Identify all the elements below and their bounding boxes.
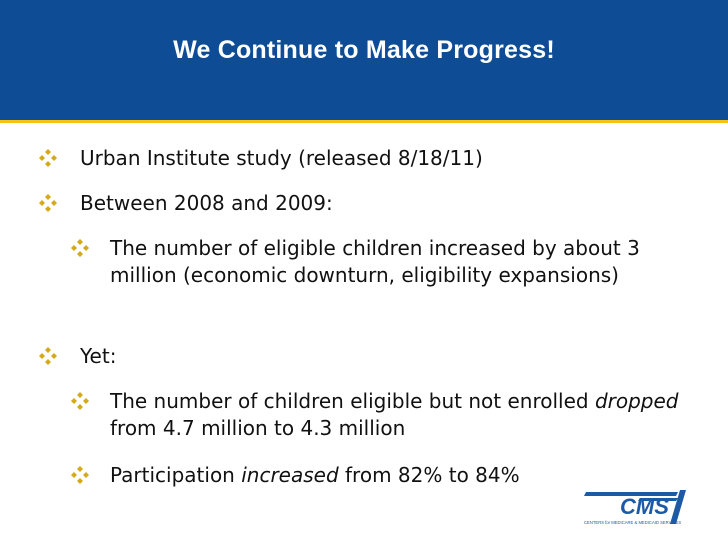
- emphasis-increased: increased: [241, 463, 339, 487]
- slide-title: We Continue to Make Progress!: [173, 36, 555, 64]
- diamond-bullet-icon: [38, 148, 58, 168]
- bullet-urban-institute: Urban Institute study (released 8/18/11): [80, 146, 483, 170]
- bullet-yet: Yet:: [80, 344, 117, 368]
- cms-wordmark: CMS: [620, 494, 669, 519]
- diamond-bullet-icon: [70, 391, 90, 411]
- bullet-between-years: Between 2008 and 2009:: [80, 191, 333, 215]
- cms-logo: [580, 486, 692, 526]
- diamond-bullet-icon: [70, 465, 90, 485]
- text-segment: from 82% to 84%: [338, 463, 520, 487]
- subbullet-participation: [110, 462, 705, 489]
- text-segment: The number of children eligible but not enrolled: [110, 389, 595, 413]
- title-accent-rule: [0, 120, 728, 123]
- diamond-bullet-icon: [38, 346, 58, 366]
- subbullet-eligible-increase: The number of eligible children increased by about 3 million (economic downturn, eligibility expansions): [110, 236, 640, 287]
- diamond-bullet-icon: [70, 238, 90, 258]
- text-segment: from 4.7 million to 4.3 million: [110, 416, 406, 440]
- emphasis-dropped: dropped: [594, 389, 679, 413]
- diamond-bullet-icon: [38, 193, 58, 213]
- cms-tagline: CENTERS for MEDICARE & MEDICAID SERVICES: [584, 520, 682, 525]
- subbullet-not-enrolled: [110, 388, 705, 442]
- text-segment: Participation: [110, 463, 242, 487]
